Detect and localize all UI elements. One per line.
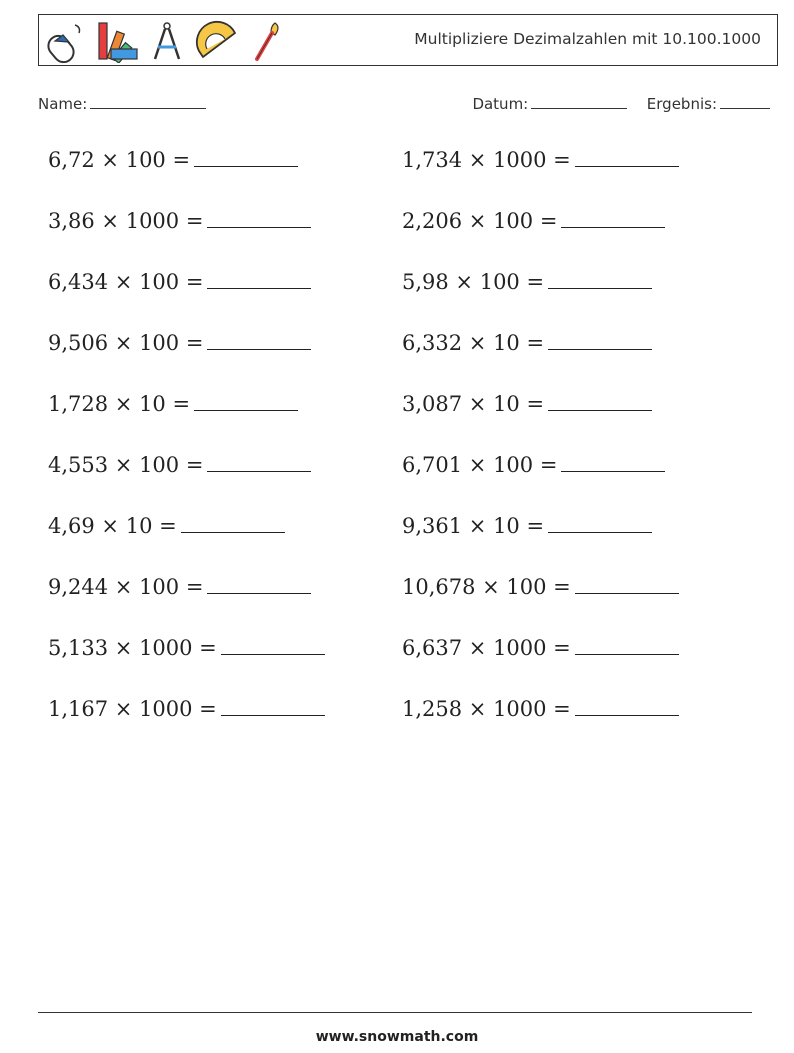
answer-blank[interactable] [194,148,298,167]
problem-left-9 [48,636,325,660]
name-label: Name: [38,95,88,113]
answer-blank[interactable] [548,392,652,411]
problem-right-1 [402,148,679,172]
problem-expression: 3,86 × 1000 = [48,209,204,233]
problem-right-8 [402,575,679,599]
problem-expression: 4,69 × 10 = [48,514,177,538]
mouse-icon [45,19,89,63]
problem-right-6 [402,453,665,477]
problem-right-4 [402,331,652,355]
problem-left-8 [48,575,311,599]
answer-blank[interactable] [194,392,298,411]
problem-expression: 9,506 × 100 = [48,331,204,355]
problem-expression: 10,678 × 100 = [402,575,571,599]
answer-blank[interactable] [207,209,311,228]
date-line[interactable] [531,94,627,109]
color-swatch-ruler-icon [95,19,139,63]
problem-expression: 6,72 × 100 = [48,148,191,172]
header-box [38,14,778,66]
worksheet-title: Multipliziere Dezimalzahlen mit 10.100.1000 [414,30,761,48]
problem-left-2 [48,209,311,233]
problem-expression: 9,244 × 100 = [48,575,204,599]
problem-left-4 [48,331,311,355]
name-field [38,94,206,113]
protractor-icon [195,19,239,63]
problem-expression: 9,361 × 10 = [402,514,545,538]
problem-right-10 [402,697,679,721]
problem-expression: 6,701 × 100 = [402,453,558,477]
header-icons [45,19,289,63]
problem-expression: 1,167 × 1000 = [48,697,217,721]
answer-blank[interactable] [221,697,325,716]
problem-right-7 [402,514,652,538]
footer-divider [38,1012,752,1013]
answer-blank[interactable] [561,209,665,228]
paintbrush-icon [245,19,289,63]
answer-blank[interactable] [221,636,325,655]
answer-blank[interactable] [575,697,679,716]
problem-left-7 [48,514,285,538]
problem-right-9 [402,636,679,660]
problem-left-1 [48,148,298,172]
problem-expression: 1,734 × 1000 = [402,148,571,172]
result-line[interactable] [720,94,770,109]
problem-expression: 4,553 × 100 = [48,453,204,477]
answer-blank[interactable] [575,148,679,167]
footer-url: www.snowmath.com [315,1029,479,1045]
problem-right-3 [402,270,652,294]
answer-blank[interactable] [181,514,285,533]
answer-blank[interactable] [207,575,311,594]
answer-blank[interactable] [548,331,652,350]
answer-blank[interactable] [575,575,679,594]
problem-expression: 3,087 × 10 = [402,392,545,416]
problem-expression: 6,434 × 100 = [48,270,204,294]
problem-expression: 5,98 × 100 = [402,270,545,294]
problem-expression: 6,637 × 1000 = [402,636,571,660]
answer-blank[interactable] [207,270,311,289]
result-label: Ergebnis: [646,95,717,113]
problem-left-5 [48,392,298,416]
problem-expression: 5,133 × 1000 = [48,636,217,660]
problem-left-6 [48,453,311,477]
answer-blank[interactable] [207,331,311,350]
problem-expression: 1,258 × 1000 = [402,697,571,721]
answer-blank[interactable] [561,453,665,472]
problem-left-3 [48,270,311,294]
compass-icon [145,19,189,63]
answer-blank[interactable] [548,270,652,289]
name-line[interactable] [90,94,206,109]
problem-right-5 [402,392,652,416]
problem-expression: 6,332 × 10 = [402,331,545,355]
answer-blank[interactable] [548,514,652,533]
answer-blank[interactable] [207,453,311,472]
date-label: Datum: [472,95,529,113]
problem-right-2 [402,209,665,233]
problem-expression: 2,206 × 100 = [402,209,558,233]
date-result-fields [472,94,770,113]
problem-expression: 1,728 × 10 = [48,392,191,416]
answer-blank[interactable] [575,636,679,655]
problem-left-10 [48,697,325,721]
